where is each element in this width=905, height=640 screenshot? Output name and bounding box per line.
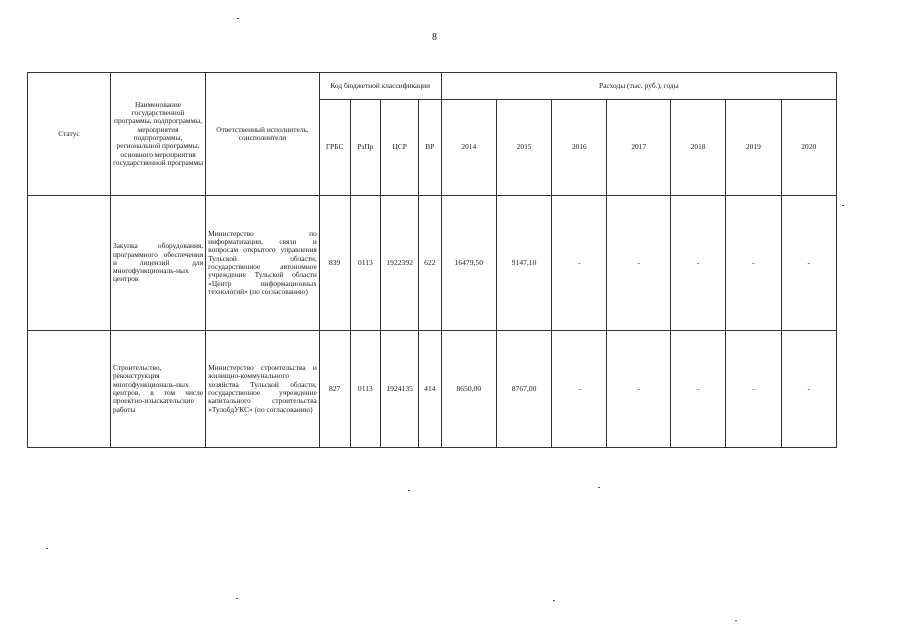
row-value-2015: 8767,00 (496, 331, 551, 448)
row-csr: 1924135 (381, 331, 419, 448)
header-vr: ВР (419, 100, 442, 196)
header-rzpr: РзПр (350, 100, 381, 196)
row-status (28, 196, 111, 331)
header-year-2017: 2017 (607, 100, 670, 196)
scan-speck (236, 598, 238, 599)
header-csr: ЦСР (381, 100, 419, 196)
header-budget-code: Код бюджетной классификации (319, 73, 441, 100)
row-value-2014: 16479,50 (441, 196, 496, 331)
row-csr: 1922392 (381, 196, 419, 331)
header-name: Наименование государственной программы, подпрограммы, мероприятия подпрограммы, региональной программы, основного мероприятия государственной программы (110, 73, 205, 196)
row-value-2017: - (607, 196, 670, 331)
row-executor: Министерство строительства и жилищно-коммунального хозяйства Тульской области, государственное учреждение капитального строительства «ТулобдУКС» (по согласованию) (206, 331, 320, 448)
header-year-2016: 2016 (552, 100, 607, 196)
row-value-2016: - (552, 331, 607, 448)
header-year-2018: 2018 (670, 100, 725, 196)
scan-speck (46, 548, 48, 549)
scan-speck (598, 487, 600, 488)
row-name: Строительство, реконструкция многофункциональ-ных центров, в том числе проектно-изыскательские работы (110, 331, 205, 448)
header-grbs: ГРБС (319, 100, 350, 196)
row-name: Закупка оборудования, программного обеспечения и лицензий для многофункциональ-ных центров (110, 196, 205, 331)
row-value-2014: 8650,00 (441, 331, 496, 448)
row-value-2018: - (670, 196, 725, 331)
header-year-2015: 2015 (496, 100, 551, 196)
scan-speck (553, 600, 555, 601)
page-number: 8 (432, 32, 437, 43)
table-row (28, 331, 837, 448)
header-year-2019: 2019 (726, 100, 781, 196)
row-value-2019: - (726, 196, 781, 331)
header-expenses: Расходы (тыс. руб.), годы (441, 73, 836, 100)
row-value-2017: - (607, 331, 670, 448)
row-executor: Министерство по информатизации, связи и вопросам открытого управления Тульской области, государственное автономное учреждение Тульской области «Центр информационных технологий» (по согласованию) (206, 196, 320, 331)
row-rzpr: 0113 (350, 331, 381, 448)
scan-speck (842, 205, 844, 206)
budget-table (27, 72, 837, 448)
header-status: Статус (28, 73, 111, 196)
row-value-2019: - (726, 331, 781, 448)
row-value-2015: 9147,10 (496, 196, 551, 331)
row-vr: 414 (419, 331, 442, 448)
table-row (28, 196, 837, 331)
row-status (28, 331, 111, 448)
row-value-2020: - (781, 196, 836, 331)
row-value-2020: - (781, 331, 836, 448)
row-grbs: 839 (319, 196, 350, 331)
scan-speck (237, 18, 239, 19)
scan-speck (735, 620, 737, 621)
row-rzpr: 0113 (350, 196, 381, 331)
row-value-2016: - (552, 196, 607, 331)
row-value-2018: - (670, 331, 725, 448)
header-executor: Ответственный исполнитель, соисполнители (206, 73, 320, 196)
header-year-2020: 2020 (781, 100, 836, 196)
scan-speck (408, 490, 410, 491)
row-vr: 622 (419, 196, 442, 331)
row-grbs: 827 (319, 331, 350, 448)
header-row (28, 73, 837, 100)
header-year-2014: 2014 (441, 100, 496, 196)
